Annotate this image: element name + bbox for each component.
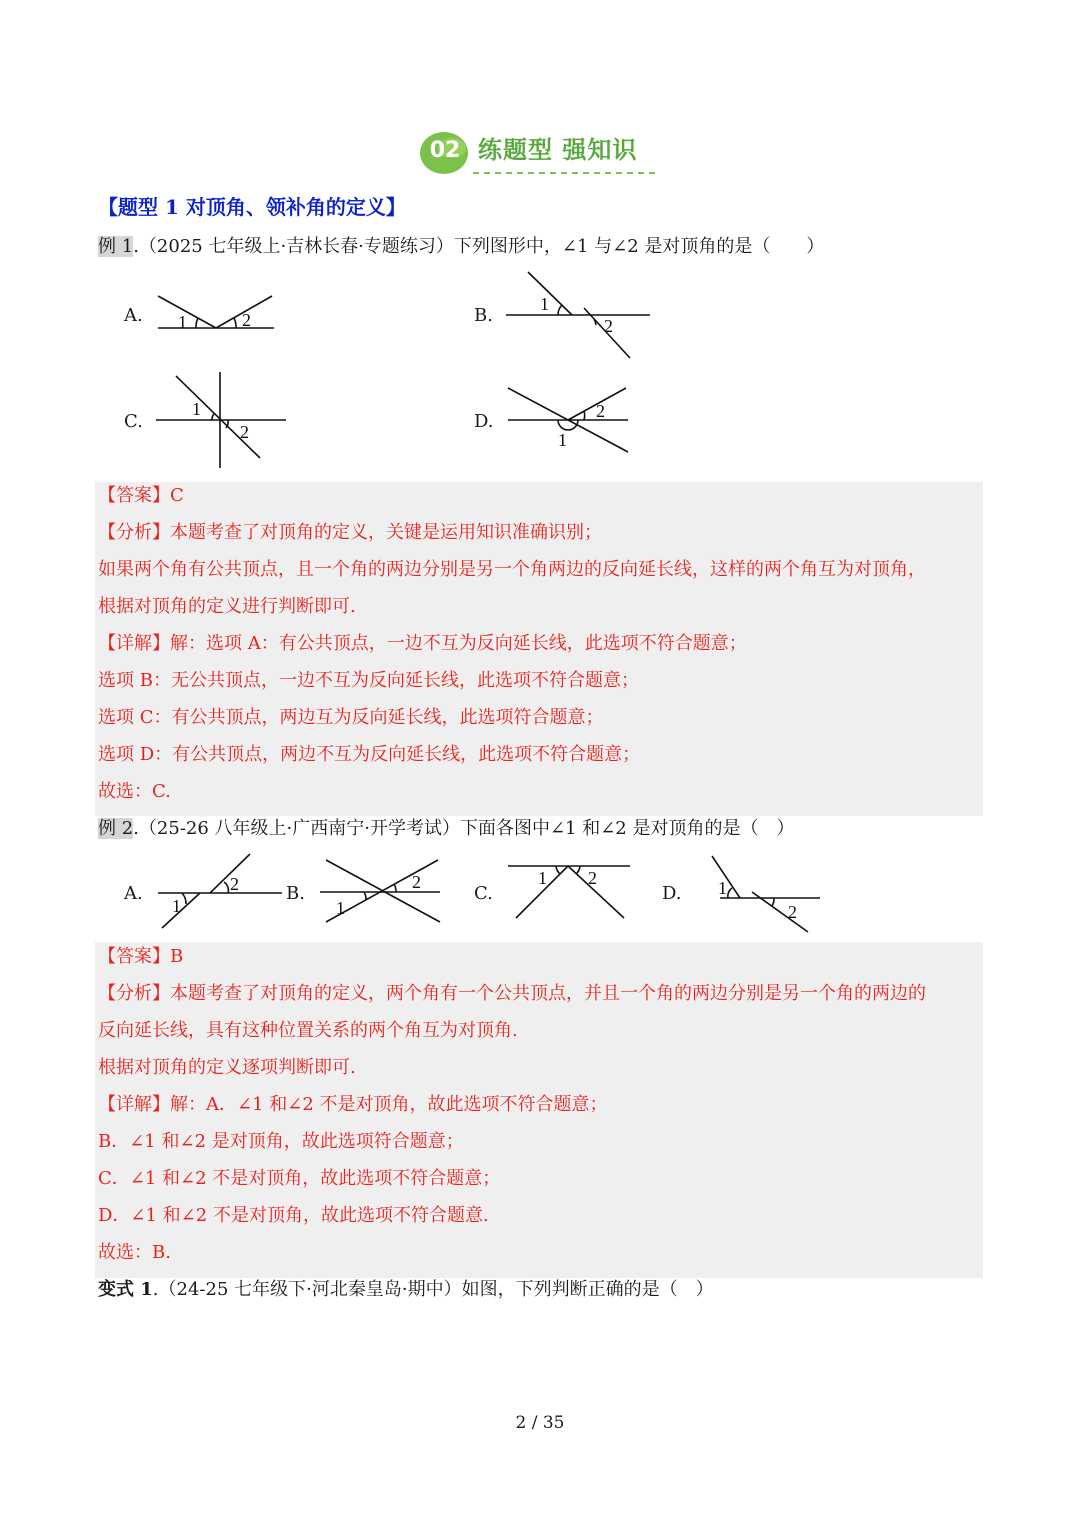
svg-text:2: 2 (588, 868, 597, 888)
section-title: 【题型 1 对顶角、领补角的定义】 (98, 195, 406, 219)
svg-text:2: 2 (240, 422, 249, 442)
banner-badge: 02 (429, 138, 461, 163)
page-number: 2 / 35 (515, 1413, 565, 1433)
ex2-option-c: C. (474, 883, 493, 904)
svg-text:1: 1 (558, 430, 567, 450)
svg-text:1: 1 (192, 399, 201, 419)
ex2-detail-5: 故选：B. (98, 1242, 171, 1263)
ex2-figure-c (504, 860, 634, 922)
ex2-answer: 【答案】B (98, 946, 184, 967)
ex1-analysis-3: 根据对顶角的定义进行判断即可. (98, 596, 356, 617)
ex1-answer: 【答案】C (98, 485, 184, 506)
ex1-option-c: C. (124, 411, 143, 432)
svg-text:2: 2 (788, 902, 797, 922)
variant-1-question (98, 1278, 714, 1302)
ex1-figure-c (150, 370, 290, 470)
ex1-figure-b (500, 268, 655, 363)
ex2-analysis-3: 根据对顶角的定义逐项判断即可. (98, 1057, 356, 1078)
ex2-detail-2: B．∠1 和∠2 是对顶角，故此选项符合题意； (98, 1131, 464, 1152)
ex2-figure-a (150, 850, 285, 932)
svg-text:2: 2 (596, 401, 605, 421)
ex2-detail-4: D．∠1 和∠2 不是对顶角，故此选项不符合题意. (98, 1205, 489, 1226)
ex2-analysis-2: 反向延长线，具有这种位置关系的两个角互为对顶角. (98, 1020, 518, 1041)
section-banner (418, 126, 668, 180)
ex1-detail-1: 【详解】解：选项 A：有公共顶点，一边不互为反向延长线，此选项不符合题意； (98, 633, 747, 654)
ex2-option-a: A. (124, 883, 143, 904)
ex2-analysis-1: 【分析】本题考查了对顶角的定义，两个角有一个公共顶点，并且一个角的两边分别是另一个角的两边的 (98, 983, 926, 1004)
ex1-analysis-2: 如果两个角有公共顶点，且一个角的两边分别是另一个角两边的反向延长线，这样的两个角互为对顶角， (98, 559, 926, 580)
banner-title: 练题型 强知识 (478, 136, 638, 164)
ex1-option-d: D. (474, 411, 494, 432)
svg-text:1: 1 (172, 896, 181, 916)
svg-text:1: 1 (538, 868, 547, 888)
ex1-figure-d (500, 382, 635, 462)
ex1-option-b: B. (474, 305, 493, 326)
ex1-detail-3: 选项 C：有公共顶点，两边互为反向延长线，此选项符合题意； (98, 707, 604, 728)
ex1-analysis-1: 【分析】本题考查了对顶角的定义，关键是运用知识准确识别； (98, 522, 602, 543)
svg-text:2: 2 (230, 874, 239, 894)
example-1-text: .（2025 七年级上·吉林长春·专题练习）下列图形中，∠1 与∠2 是对顶角的是（ ） (133, 236, 825, 257)
variant-1-text: .（24-25 七年级下·河北秦皇岛·期中）如图，下列判断正确的是（ ） (152, 1279, 714, 1300)
ex2-option-b: B. (286, 883, 305, 904)
svg-text:2: 2 (242, 310, 251, 330)
svg-text:1: 1 (336, 898, 345, 918)
ex2-figure-b (316, 856, 444, 924)
example-2-question (98, 817, 794, 841)
example-2-text: .（25-26 八年级上·广西南宁·开学考试）下面各图中∠1 和∠2 是对顶角的是（ ） (133, 818, 795, 839)
svg-text:2: 2 (604, 316, 613, 336)
example-2-label: 例 2 (98, 818, 134, 839)
variant-1-label: 变式 1 (98, 1279, 153, 1300)
example-1-question (98, 235, 824, 259)
ex2-detail-3: C．∠1 和∠2 不是对顶角，故此选项不符合题意； (98, 1168, 501, 1189)
svg-text:2: 2 (412, 872, 421, 892)
ex2-option-d: D. (662, 883, 682, 904)
example-1-label: 例 1 (98, 236, 134, 257)
ex1-figure-a (150, 288, 280, 336)
ex2-figure-d (700, 852, 825, 934)
svg-text:1: 1 (540, 294, 549, 314)
ex1-detail-4: 选项 D：有公共顶点，两边不互为反向延长线，此选项不符合题意； (98, 744, 641, 765)
svg-text:1: 1 (718, 878, 727, 898)
ex1-detail-2: 选项 B：无公共顶点，一边不互为反向延长线，此选项不符合题意； (98, 670, 639, 691)
svg-text:1: 1 (178, 312, 187, 332)
ex1-option-a: A. (124, 305, 143, 326)
ex2-detail-1: 【详解】解：A．∠1 和∠2 不是对顶角，故此选项不符合题意； (98, 1094, 608, 1115)
ex1-detail-5: 故选：C. (98, 781, 171, 802)
